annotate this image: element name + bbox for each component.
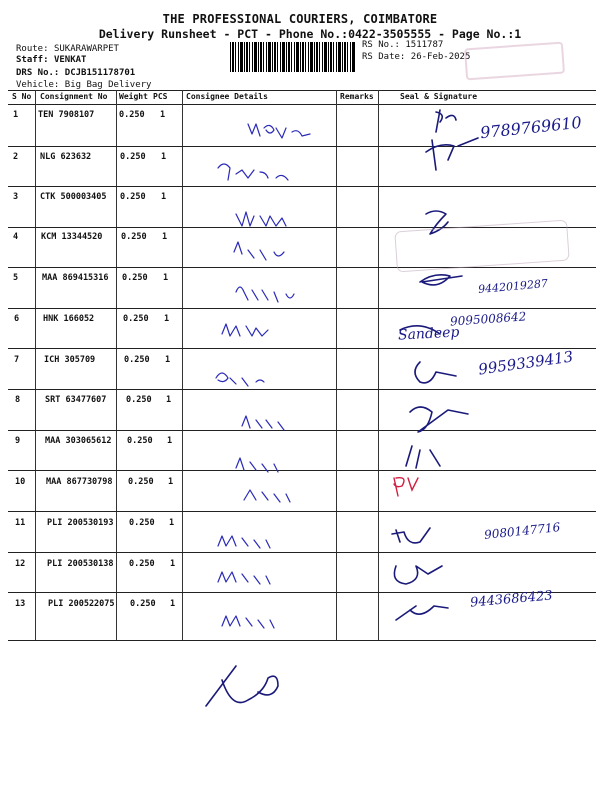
row-12-sno: 12 (15, 559, 26, 569)
staff-value: VENKAT (53, 55, 87, 65)
row-6-weight: 0.250 (123, 314, 149, 324)
row-6-pcs: 1 (164, 314, 170, 324)
handwritten-phone: 9789769610 (479, 112, 583, 143)
row-4-sno: 4 (13, 232, 19, 242)
row-9-pcs: 1 (167, 436, 173, 446)
row-10-sno: 10 (15, 477, 26, 487)
row-4-consignment: KCM 13344520 (41, 232, 103, 242)
col-remarks: Remarks (340, 92, 374, 101)
row-10-weight: 0.250 (128, 477, 154, 487)
row-8-pcs: 1 (166, 395, 172, 405)
route-line: Route: SUKARAWARPET (16, 44, 119, 54)
row-7-sno: 7 (14, 355, 20, 365)
row-5-weight: 0.250 (122, 273, 148, 283)
handwritten-phone: 9443686423 (469, 588, 554, 611)
row-1-weight: 0.250 (119, 110, 145, 120)
row-2-pcs: 1 (161, 152, 167, 162)
row-10-consignment: MAA 867730798 (46, 477, 113, 487)
row-8-consignment: SRT 63477607 (45, 395, 107, 405)
rs-number: 1511787 (405, 40, 444, 50)
row-5-sno: 5 (13, 273, 19, 283)
row-7-consignment: ICH 305709 (44, 355, 96, 365)
row-3-consignment: CTK 500003405 (40, 192, 107, 202)
runsheet-title: Delivery Runsheet - PCT - Phone No.:0422-3505555 - Page No.:1 (98, 27, 522, 41)
company-title: THE PROFESSIONAL COURIERS, COIMBATORE (162, 12, 438, 26)
rs-date: 26-Feb-2025 (410, 52, 471, 62)
col-sno: S No (12, 92, 32, 101)
row-8-weight: 0.250 (126, 395, 152, 405)
row-1-consignment: TEN 7908107 (38, 110, 95, 120)
row-13-sno: 13 (15, 599, 26, 609)
row-6-consignment: HNK 166052 (43, 314, 95, 324)
row-7-pcs: 1 (165, 355, 171, 365)
row-7-weight: 0.250 (124, 355, 150, 365)
handwritten-phone: 9095008642 (449, 309, 527, 329)
row-11-consignment: PLI 200530193 (47, 518, 114, 528)
row-5-pcs: 1 (163, 273, 169, 283)
row-4-pcs: 1 (162, 232, 168, 242)
row-11-weight: 0.250 (129, 518, 155, 528)
row-12-pcs: 1 (170, 559, 176, 569)
row-3-pcs: 1 (161, 192, 167, 202)
row-9-sno: 9 (15, 436, 21, 446)
row-13-consignment: PLI 200522075 (48, 599, 115, 609)
col-pcs: PCS (153, 92, 168, 101)
row-10-pcs: 1 (168, 477, 174, 487)
row-3-weight: 0.250 (120, 192, 146, 202)
row-2-sno: 2 (13, 152, 19, 162)
row-11-pcs: 1 (169, 518, 175, 528)
vehicle-value: Big Bag Delivery (64, 80, 152, 90)
col-weight: Weight (119, 92, 148, 101)
row-12-weight: 0.250 (129, 559, 155, 569)
handwritten-phone: 9442019287 (477, 276, 549, 297)
row-8-sno: 8 (15, 395, 21, 405)
rs-date-line: RS Date: 26-Feb-2025 (362, 52, 471, 62)
row-3-sno: 3 (13, 192, 19, 202)
staff-line: Staff: VENKAT (16, 55, 87, 65)
row-12-consignment: PLI 200530138 (47, 559, 114, 569)
vehicle-line: Vehicle: Big Bag Delivery (16, 80, 152, 90)
route-value: SUKARAWARPET (53, 44, 119, 54)
col-seal: Seal & Signature (400, 92, 478, 101)
row-2-consignment: NLG 623632 (40, 152, 92, 162)
row-1-pcs: 1 (160, 110, 166, 120)
row-6-sno: 6 (14, 314, 20, 324)
rs-number-line: RS No.: 1511787 (362, 40, 444, 50)
row-11-sno: 11 (15, 518, 26, 528)
col-consignee: Consignee Details (186, 92, 268, 101)
row-5-consignment: MAA 869415316 (42, 273, 109, 283)
handwritten-name: Sandeep (397, 324, 460, 344)
drs-line: DRS No.: DCJB151178701 (16, 68, 136, 78)
row-2-weight: 0.250 (120, 152, 146, 162)
row-9-consignment: MAA 303065612 (45, 436, 112, 446)
row-1-sno: 1 (13, 110, 19, 120)
col-consignment: Consignment No (40, 92, 108, 101)
row-13-weight: 0.250 (130, 599, 156, 609)
handwritten-phone: 9959339413 (477, 347, 575, 379)
row-4-weight: 0.250 (121, 232, 147, 242)
row-9-weight: 0.250 (127, 436, 153, 446)
drs-value: DCJB151178701 (64, 68, 136, 78)
handwritten-phone: 9080147716 (483, 520, 561, 542)
row-13-pcs: 1 (170, 599, 176, 609)
